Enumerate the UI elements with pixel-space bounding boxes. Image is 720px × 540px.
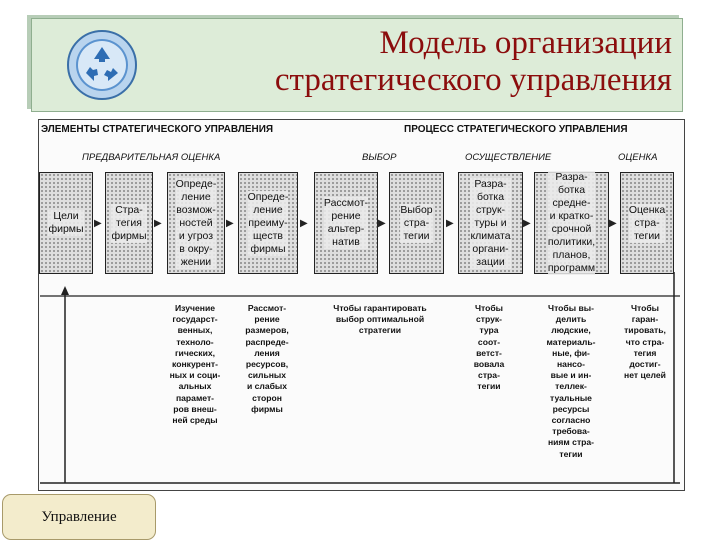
arrow-icon: ▶ — [94, 218, 102, 229]
header-elements: ЭЛЕМЕНТЫ СТРАТЕГИЧЕСКОГО УПРАВЛЕНИЯ — [41, 124, 274, 135]
management-button[interactable]: Управление — [2, 494, 156, 540]
box-structure-climate: Разра- ботка струк- туры и климата органи- зации — [458, 172, 523, 274]
box-strategy-evaluation: Оценка стра- тегии — [620, 172, 674, 274]
arrow-icon: ▶ — [226, 218, 234, 229]
desc-allocate-resources: Чтобы вы- делить людские, материаль- ные, фи- нансо- вые и ин- теллек- туальные ресурсы согласно требова- ниям стра- тегии — [546, 303, 596, 459]
phase-choice: ВЫБОР — [362, 152, 397, 163]
desc-guarantee-goals: Чтобы гаран- тировать, что стра- тегия достиг- нет целей — [624, 303, 666, 381]
arrow-icon: ▶ — [300, 218, 308, 229]
desc-environment: Изучение государст- венных, техноло- гических, конкурент- ных и соци- альных парамет- ров внеш- ней среды — [169, 303, 221, 426]
box-alternatives: Рассмот- рение альтер- натив — [314, 172, 378, 274]
slide-title — [275, 25, 672, 99]
box-strategy-choice: Выбор стра- тегии — [389, 172, 444, 274]
phase-evaluation: ОЦЕНКА — [618, 152, 658, 163]
title-line-2: стратегического управления — [274, 62, 672, 98]
desc-resources: Рассмот- рение размеров, распреде- ления ресурсов, сильных и слабых сторон фирмы — [245, 303, 289, 414]
box-advantages: Опреде- ление преиму- ществ фирмы — [238, 172, 298, 274]
desc-optimal-choice: Чтобы гарантировать выбор оптимальной стратегии — [333, 303, 427, 336]
arrow-icon: ▶ — [609, 218, 617, 229]
arrow-icon: ▶ — [378, 218, 386, 229]
arrow-icon: ▶ — [154, 218, 162, 229]
box-goals: Цели фирмы — [39, 172, 93, 274]
arrow-icon: ▶ — [523, 218, 531, 229]
box-policy-plans: Разра- ботка средне- и кратко- срочной политики, планов, программ — [534, 172, 609, 274]
title-panel — [31, 18, 683, 112]
phase-preliminary: ПРЕДВАРИТЕЛЬНАЯ ОЦЕНКА — [82, 152, 221, 163]
desc-structure: Чтобы струк- тура соот- ветст- вовала стра- тегии — [473, 303, 505, 392]
recycle-globe-icon — [66, 29, 138, 101]
title-line-1: Модель организации — [379, 25, 672, 61]
box-strategy: Стра- тегия фирмы — [105, 172, 153, 274]
arrow-icon: ▶ — [446, 218, 454, 229]
header-process: ПРОЦЕСС СТРАТЕГИЧЕСКОГО УПРАВЛЕНИЯ — [404, 124, 628, 135]
box-opportunities-threats: Опреде- ление возмож- ностей и угроз в окру- жении — [167, 172, 225, 274]
phase-implementation: ОСУЩЕСТВЛЕНИЕ — [465, 152, 552, 163]
